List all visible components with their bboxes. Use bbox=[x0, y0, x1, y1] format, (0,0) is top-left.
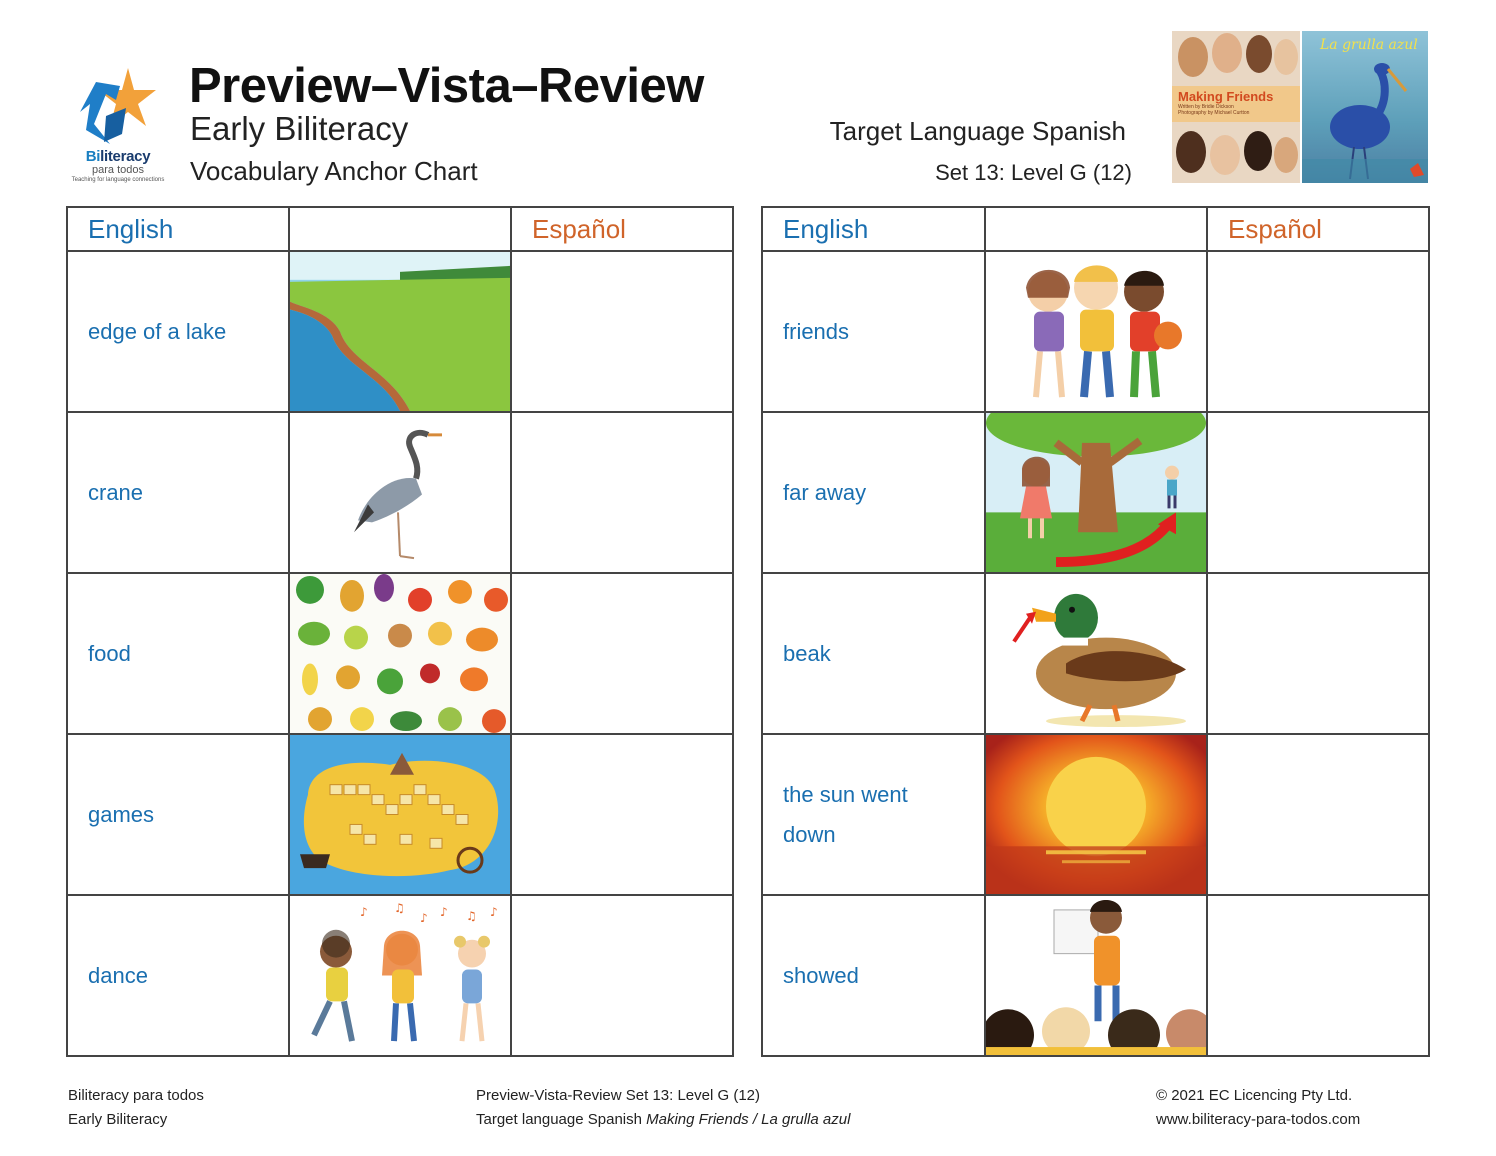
english-column-header: English bbox=[67, 207, 289, 251]
making-friends-title: Making Friends bbox=[1178, 89, 1274, 104]
espanol-answer-cell[interactable] bbox=[511, 412, 733, 573]
logo-tagline: Teaching for language connections bbox=[71, 177, 165, 183]
english-word bbox=[762, 734, 985, 895]
english-word-line2: down bbox=[783, 821, 836, 847]
svg-text:♫: ♫ bbox=[466, 908, 477, 923]
page-subtitle: Early Biliteracy bbox=[190, 110, 409, 147]
table-row bbox=[67, 412, 733, 573]
table-header-row bbox=[67, 207, 733, 251]
english-word: edge of a lake bbox=[67, 251, 289, 412]
food-image bbox=[289, 573, 511, 734]
english-word: beak bbox=[762, 573, 985, 734]
star-icon bbox=[76, 64, 160, 148]
far-away-image bbox=[985, 412, 1207, 573]
duck-beak-image bbox=[985, 573, 1207, 734]
making-friends-banner bbox=[1172, 86, 1300, 122]
espanol-answer-cell[interactable] bbox=[511, 251, 733, 412]
espanol-answer-cell[interactable] bbox=[1207, 412, 1429, 573]
footer-target-language: Target language Spanish Making Friends / La grulla azul bbox=[476, 1111, 851, 1128]
espanol-column-header: Español bbox=[1207, 207, 1429, 251]
friends-image bbox=[985, 251, 1207, 412]
lake-shore-image bbox=[289, 251, 511, 412]
table-row bbox=[67, 573, 733, 734]
vocab-table-left bbox=[66, 206, 734, 1057]
dancing-kids-image bbox=[289, 895, 511, 1056]
table-row bbox=[67, 734, 733, 895]
english-word: games bbox=[67, 734, 289, 895]
page-title: Preview–Vista–Review bbox=[189, 59, 704, 113]
la-grulla-azul-cover bbox=[1302, 31, 1428, 183]
sunset-image bbox=[985, 734, 1207, 895]
english-column-header: English bbox=[762, 207, 985, 251]
crane-image bbox=[289, 412, 511, 573]
footer-left bbox=[68, 1084, 204, 1132]
blue-crane-icon bbox=[1302, 31, 1428, 183]
vocab-table-right bbox=[761, 206, 1430, 1057]
grulla-title: La grulla azul bbox=[1320, 37, 1418, 53]
english-word: far away bbox=[762, 412, 985, 573]
showing-paper-image bbox=[985, 895, 1207, 1056]
svg-text:♪: ♪ bbox=[420, 910, 428, 925]
espanol-answer-cell[interactable] bbox=[511, 895, 733, 1056]
logo-subtitle: para todos bbox=[92, 164, 144, 176]
espanol-answer-cell[interactable] bbox=[1207, 895, 1429, 1056]
footer-set-info: Preview-Vista-Review Set 13: Level G (12) bbox=[476, 1087, 761, 1104]
english-word: dance bbox=[67, 895, 289, 1056]
set-level: Set 13: Level G (12) bbox=[935, 160, 1132, 185]
footer-book-titles: Making Friends / La grulla azul bbox=[646, 1111, 851, 1128]
svg-text:♪: ♪ bbox=[440, 904, 448, 919]
footer-right bbox=[1156, 1084, 1360, 1132]
footer-middle bbox=[476, 1084, 850, 1132]
table-header-row bbox=[762, 207, 1429, 251]
english-word: friends bbox=[762, 251, 985, 412]
footer-program: Early Biliteracy bbox=[68, 1111, 168, 1128]
chart-name: Vocabulary Anchor Chart bbox=[190, 156, 478, 186]
table-row bbox=[762, 412, 1429, 573]
table-row bbox=[67, 251, 733, 412]
table-row bbox=[762, 251, 1429, 412]
table-row bbox=[67, 895, 733, 1056]
espanol-answer-cell[interactable] bbox=[1207, 251, 1429, 412]
espanol-answer-cell[interactable] bbox=[511, 734, 733, 895]
image-column-header bbox=[985, 207, 1207, 251]
english-word: crane bbox=[67, 412, 289, 573]
table-row bbox=[762, 734, 1429, 895]
svg-text:♫: ♫ bbox=[394, 900, 405, 915]
footer-website-link[interactable]: www.biliteracy-para-todos.com bbox=[1156, 1111, 1361, 1128]
espanol-answer-cell[interactable] bbox=[1207, 734, 1429, 895]
footer-copyright: © 2021 EC Licencing Pty Ltd. bbox=[1156, 1087, 1353, 1104]
footer-brand: Biliteracy para todos bbox=[68, 1087, 204, 1104]
svg-text:♪: ♪ bbox=[360, 904, 368, 919]
english-word: food bbox=[67, 573, 289, 734]
making-friends-cover bbox=[1172, 31, 1300, 183]
making-friends-credit1: Written by Bridie Dickson bbox=[1178, 104, 1234, 110]
image-column-header bbox=[289, 207, 511, 251]
svg-text:♪: ♪ bbox=[490, 904, 498, 919]
making-friends-credit2: Photography by Michael Curtton bbox=[1178, 110, 1250, 116]
table-row bbox=[762, 573, 1429, 734]
english-word-line1: the sun went bbox=[783, 781, 908, 807]
english-word: showed bbox=[762, 895, 985, 1056]
espanol-column-header: Español bbox=[511, 207, 733, 251]
board-game-image bbox=[289, 734, 511, 895]
target-language: Target Language Spanish bbox=[829, 116, 1126, 146]
logo-brand: Biliteracy bbox=[85, 148, 151, 165]
espanol-answer-cell[interactable] bbox=[1207, 573, 1429, 734]
espanol-answer-cell[interactable] bbox=[511, 573, 733, 734]
biliteracy-logo bbox=[66, 64, 170, 188]
table-row bbox=[762, 895, 1429, 1056]
